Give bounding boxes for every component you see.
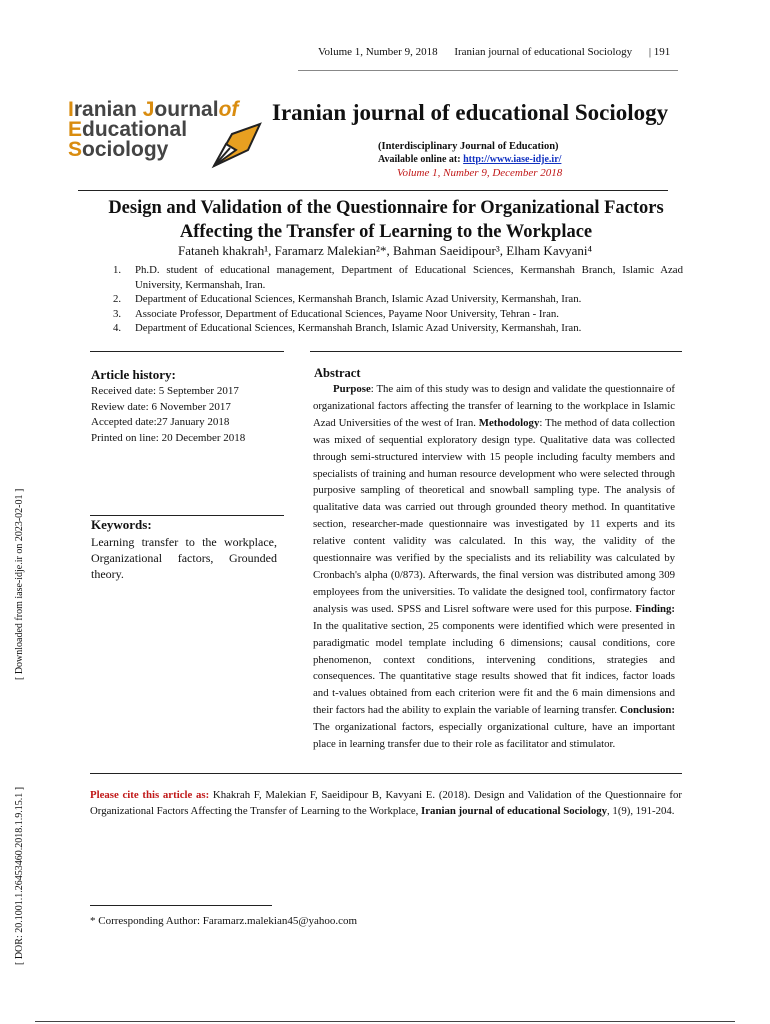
affiliation-item: 1. Ph.D. student of educational management, Department of Educational Sciences, Kermanshah Branch, Islamic Azad University, Kermanshah, Iran.: [113, 264, 683, 291]
availability-label: Available online at:: [378, 154, 464, 165]
history-item: Review date: 6 November 2017: [91, 400, 231, 413]
journal-title: Iranian journal of educational Sociology: [272, 100, 669, 125]
journal-availability: [378, 154, 561, 165]
article-authors: Fataneh khakrah¹, Faramarz Malekian²*, Bahman Saeidipour³, Elham Kavyani⁴: [177, 243, 593, 258]
keywords-rule: [90, 515, 284, 516]
finding-label: Finding:: [635, 602, 675, 615]
journal-volume: Volume 1, Number 9, December 2018: [397, 167, 563, 179]
journal-logo: Iranian Journalof Educational Sociology: [68, 98, 268, 168]
downloaded-stamp: [ Downloaded from iase-idje.ir on 2023-02-01 ]: [14, 488, 25, 680]
affiliation-item: 4. Department of Educational Sciences, Kermanshah Branch, Islamic Azad University, Kermanshah, Iran.: [113, 322, 582, 334]
journal-url-link[interactable]: http://www.iase-idje.ir/: [463, 154, 562, 165]
corresponding-author-footnote: * Corresponding Author: Faramarz.malekian45@yahoo.com: [90, 915, 358, 927]
history-item: Printed on line: 20 December 2018: [91, 431, 246, 444]
download-sidebar: [0, 0, 30, 1024]
citation-rule: [90, 773, 682, 774]
keywords-heading: Keywords:: [91, 517, 152, 532]
pen-nib-icon: [208, 120, 270, 172]
abstract-heading: Abstract: [314, 366, 361, 380]
header-volume: Volume 1, Number 9, 2018: [318, 46, 438, 58]
conclusion-label: Conclusion:: [619, 704, 675, 717]
header-page: | 191: [648, 46, 671, 58]
running-header: [318, 46, 684, 58]
history-list: [91, 384, 245, 446]
affiliation-item: 3. Associate Professor, Department of Educational Sciences, Payame Noor University, Tehran - Iran.: [113, 307, 559, 320]
citation-block: Please cite this article as: Khakrah F, Malekian F, Saeidipour B, Kavyani E. (2018). Design and Validation of the Questionnaire for Organizational Factors Affecting the Transfer of Learning to the Workplace, Iranian journal of educational Sociology, 1(9), 191-204.: [90, 789, 683, 817]
keywords-text: Learning transfer to the workplace, Organizational factors, Grounded theory.: [91, 535, 277, 581]
right-column-rule: [310, 351, 682, 352]
citation-label: Please cite this article as:: [90, 789, 210, 801]
purpose-label: Purpose: [333, 383, 371, 395]
left-column-rule: [90, 351, 284, 352]
citation-journal: Iranian journal of educational Sociology: [421, 805, 608, 817]
header-rule: [298, 70, 678, 71]
abstract-body: Purpose: The aim of this study was to design and validate the questionnaire of organizational factors affecting the transfer of learning to the workplace in Islamic Azad Universities of the west of Iran. Methodology: The method of data collection was mixed of sequential exploratory design type. Qualitative data was collected through semi-structured interview with 15 people including faculty members and specialists of training and human resource development who were selected through purposive sampling of theoretical and snowball sampling type. The analysis of qualitative data was carried out through grounded theory method. In quantitative section, researcher-made questionnaire was investigated by 11 experts and its relative content validity was calculated. In this way, the validity of the questionnaire was verified by the specialists and its reliability was calculated by Cronbach's alpha (0/873). Afterwards, the final version was distributed among 309 employees from the universities. To validate the designed tool, confirmatory factor analysis was used. SPSS and Lisrel software were used for this purpose. Finding: In the qualitative section, 25 components were identified which were presented in paradigmatic model template including 6 dimensions; causal conditions, core phenomenon, context conditions, intervening conditions, strategies and consequences. The quantitative stage results showed that fit indices, factor loads and t-values obtained from each criterion were fit and the 6 main dimensions and their factors had the ability to explain the variable of learning transfer. Conclusion: The organizational factors, especially organizational culture, have an important place in learning transfer due to their role as facilitator and stimulator.: [313, 383, 675, 751]
page-bottom-rule: [35, 1021, 735, 1022]
masthead-rule: [78, 190, 668, 191]
history-heading: Article history:: [91, 367, 176, 382]
methodology-label: Methodology: [478, 416, 540, 429]
journal-subtitle: (Interdisciplinary Journal of Education): [378, 141, 559, 152]
affiliation-item: 2. Department of Educational Sciences, Kermanshah Branch, Islamic Azad University, Kermanshah, Iran.: [113, 293, 582, 305]
footnote-rule: [90, 905, 272, 906]
history-item: Accepted date:27 January 2018: [91, 416, 230, 428]
header-journal: Iranian journal of educational Sociology: [454, 46, 633, 58]
article-title: Design and Validation of the Questionnaire for Organizational Factors Affecting the Transfer of Learning to the Workplace: [108, 198, 664, 242]
affiliations-list: [113, 263, 683, 336]
history-item: Received date: 5 September 2017: [91, 385, 239, 397]
dor-stamp: [ DOR: 20.1001.1.26453460.2018.1.9.15.1 ]: [14, 786, 25, 965]
